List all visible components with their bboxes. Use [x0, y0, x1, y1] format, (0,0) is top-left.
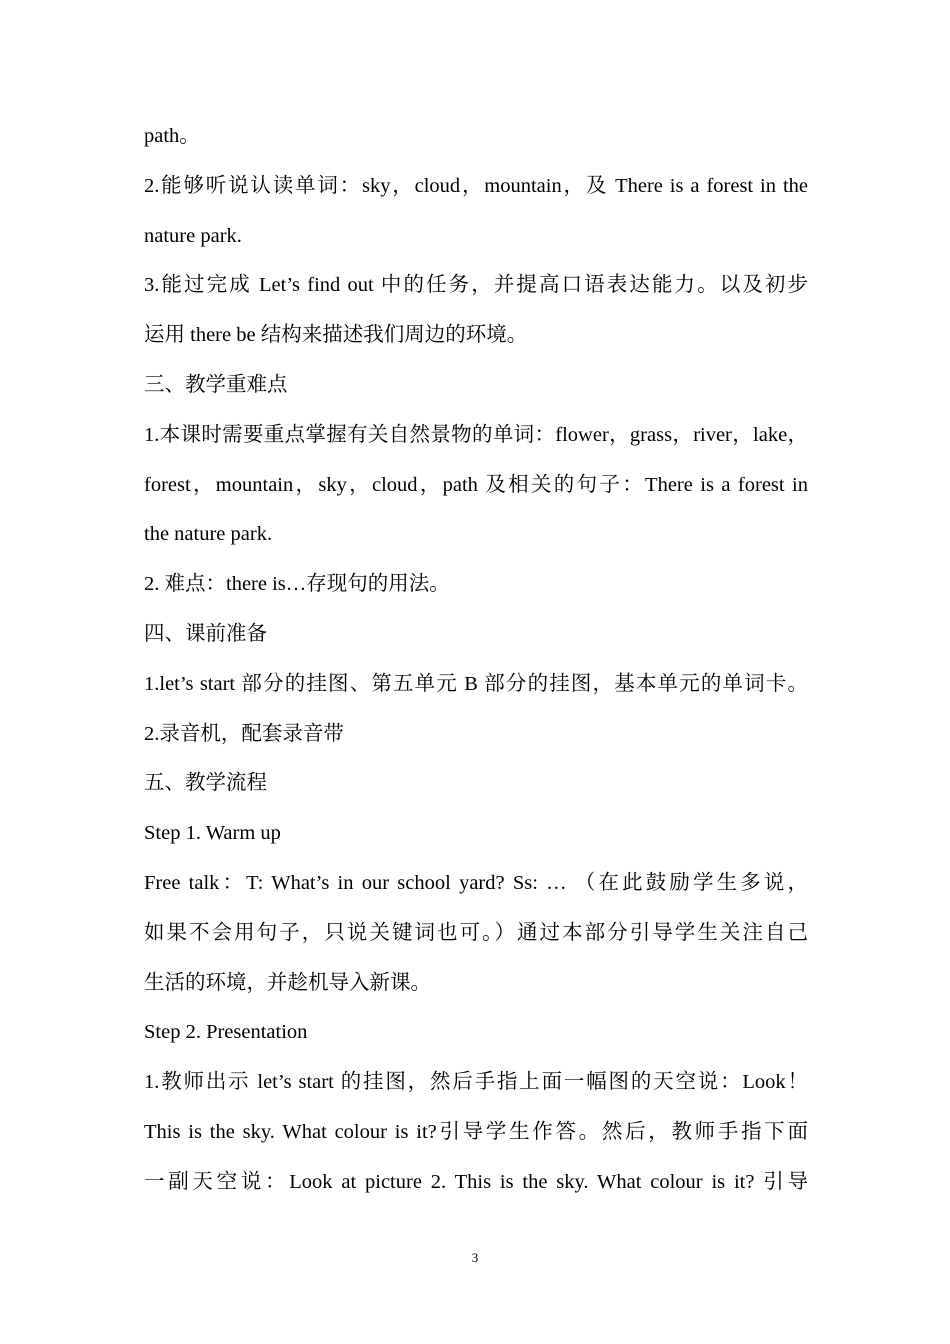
text-line: Step 2. Presentation	[144, 1021, 308, 1044]
page-number: 3	[471, 1250, 479, 1265]
text-line: 一副天空说：Look at picture 2. This is the sky. What colour is it? 引导	[144, 1170, 808, 1193]
text-line: 2.能够听说认读单词：sky，cloud，mountain，及 There is a forest in the	[144, 174, 808, 197]
text-line: 3.能过完成 Let’s find out 中的任务，并提高口语表达能力。以及初步	[144, 274, 808, 297]
text-line: nature park.	[144, 224, 242, 247]
text-line: path。	[144, 125, 200, 147]
text-line: 2.录音机，配套录音带	[144, 722, 344, 745]
text-line: 1.本课时需要重点掌握有关自然景物的单词：flower，grass，river，lake，	[144, 423, 808, 446]
text-line: 2. 难点：there is…存现句的用法。	[144, 573, 450, 596]
text-line: 四、课前准备	[144, 622, 267, 645]
text-line: This is the sky. What colour is it?引导学生作答。然后，教师手指下面	[144, 1120, 808, 1143]
text-line: Free talk：T: What’s in our school yard? Ss: … （在此鼓励学生多说，	[144, 871, 808, 894]
text-line: 五、教学流程	[144, 772, 267, 795]
text-line: Step 1. Warm up	[144, 822, 281, 845]
text-line: 运用 there be 结构来描述我们周边的环境。	[144, 324, 528, 347]
text-line: the nature park.	[144, 523, 273, 546]
text-line: 如果不会用句子，只说关键词也可。）通过本部分引导学生关注自己	[144, 921, 808, 944]
body-text	[144, 112, 808, 1208]
text-line: 生活的环境，并趁机导入新课。	[144, 971, 431, 994]
text-line: 三、教学重难点	[144, 373, 288, 396]
text-line: 1.let’s start 部分的挂图、第五单元 B 部分的挂图，基本单元的单词卡。	[144, 672, 808, 695]
text-line: forest，mountain，sky，cloud，path 及相关的句子：There is a forest in	[144, 473, 808, 496]
text-line: 1.教师出示 let’s start 的挂图，然后手指上面一幅图的天空说：Look！	[144, 1071, 808, 1094]
